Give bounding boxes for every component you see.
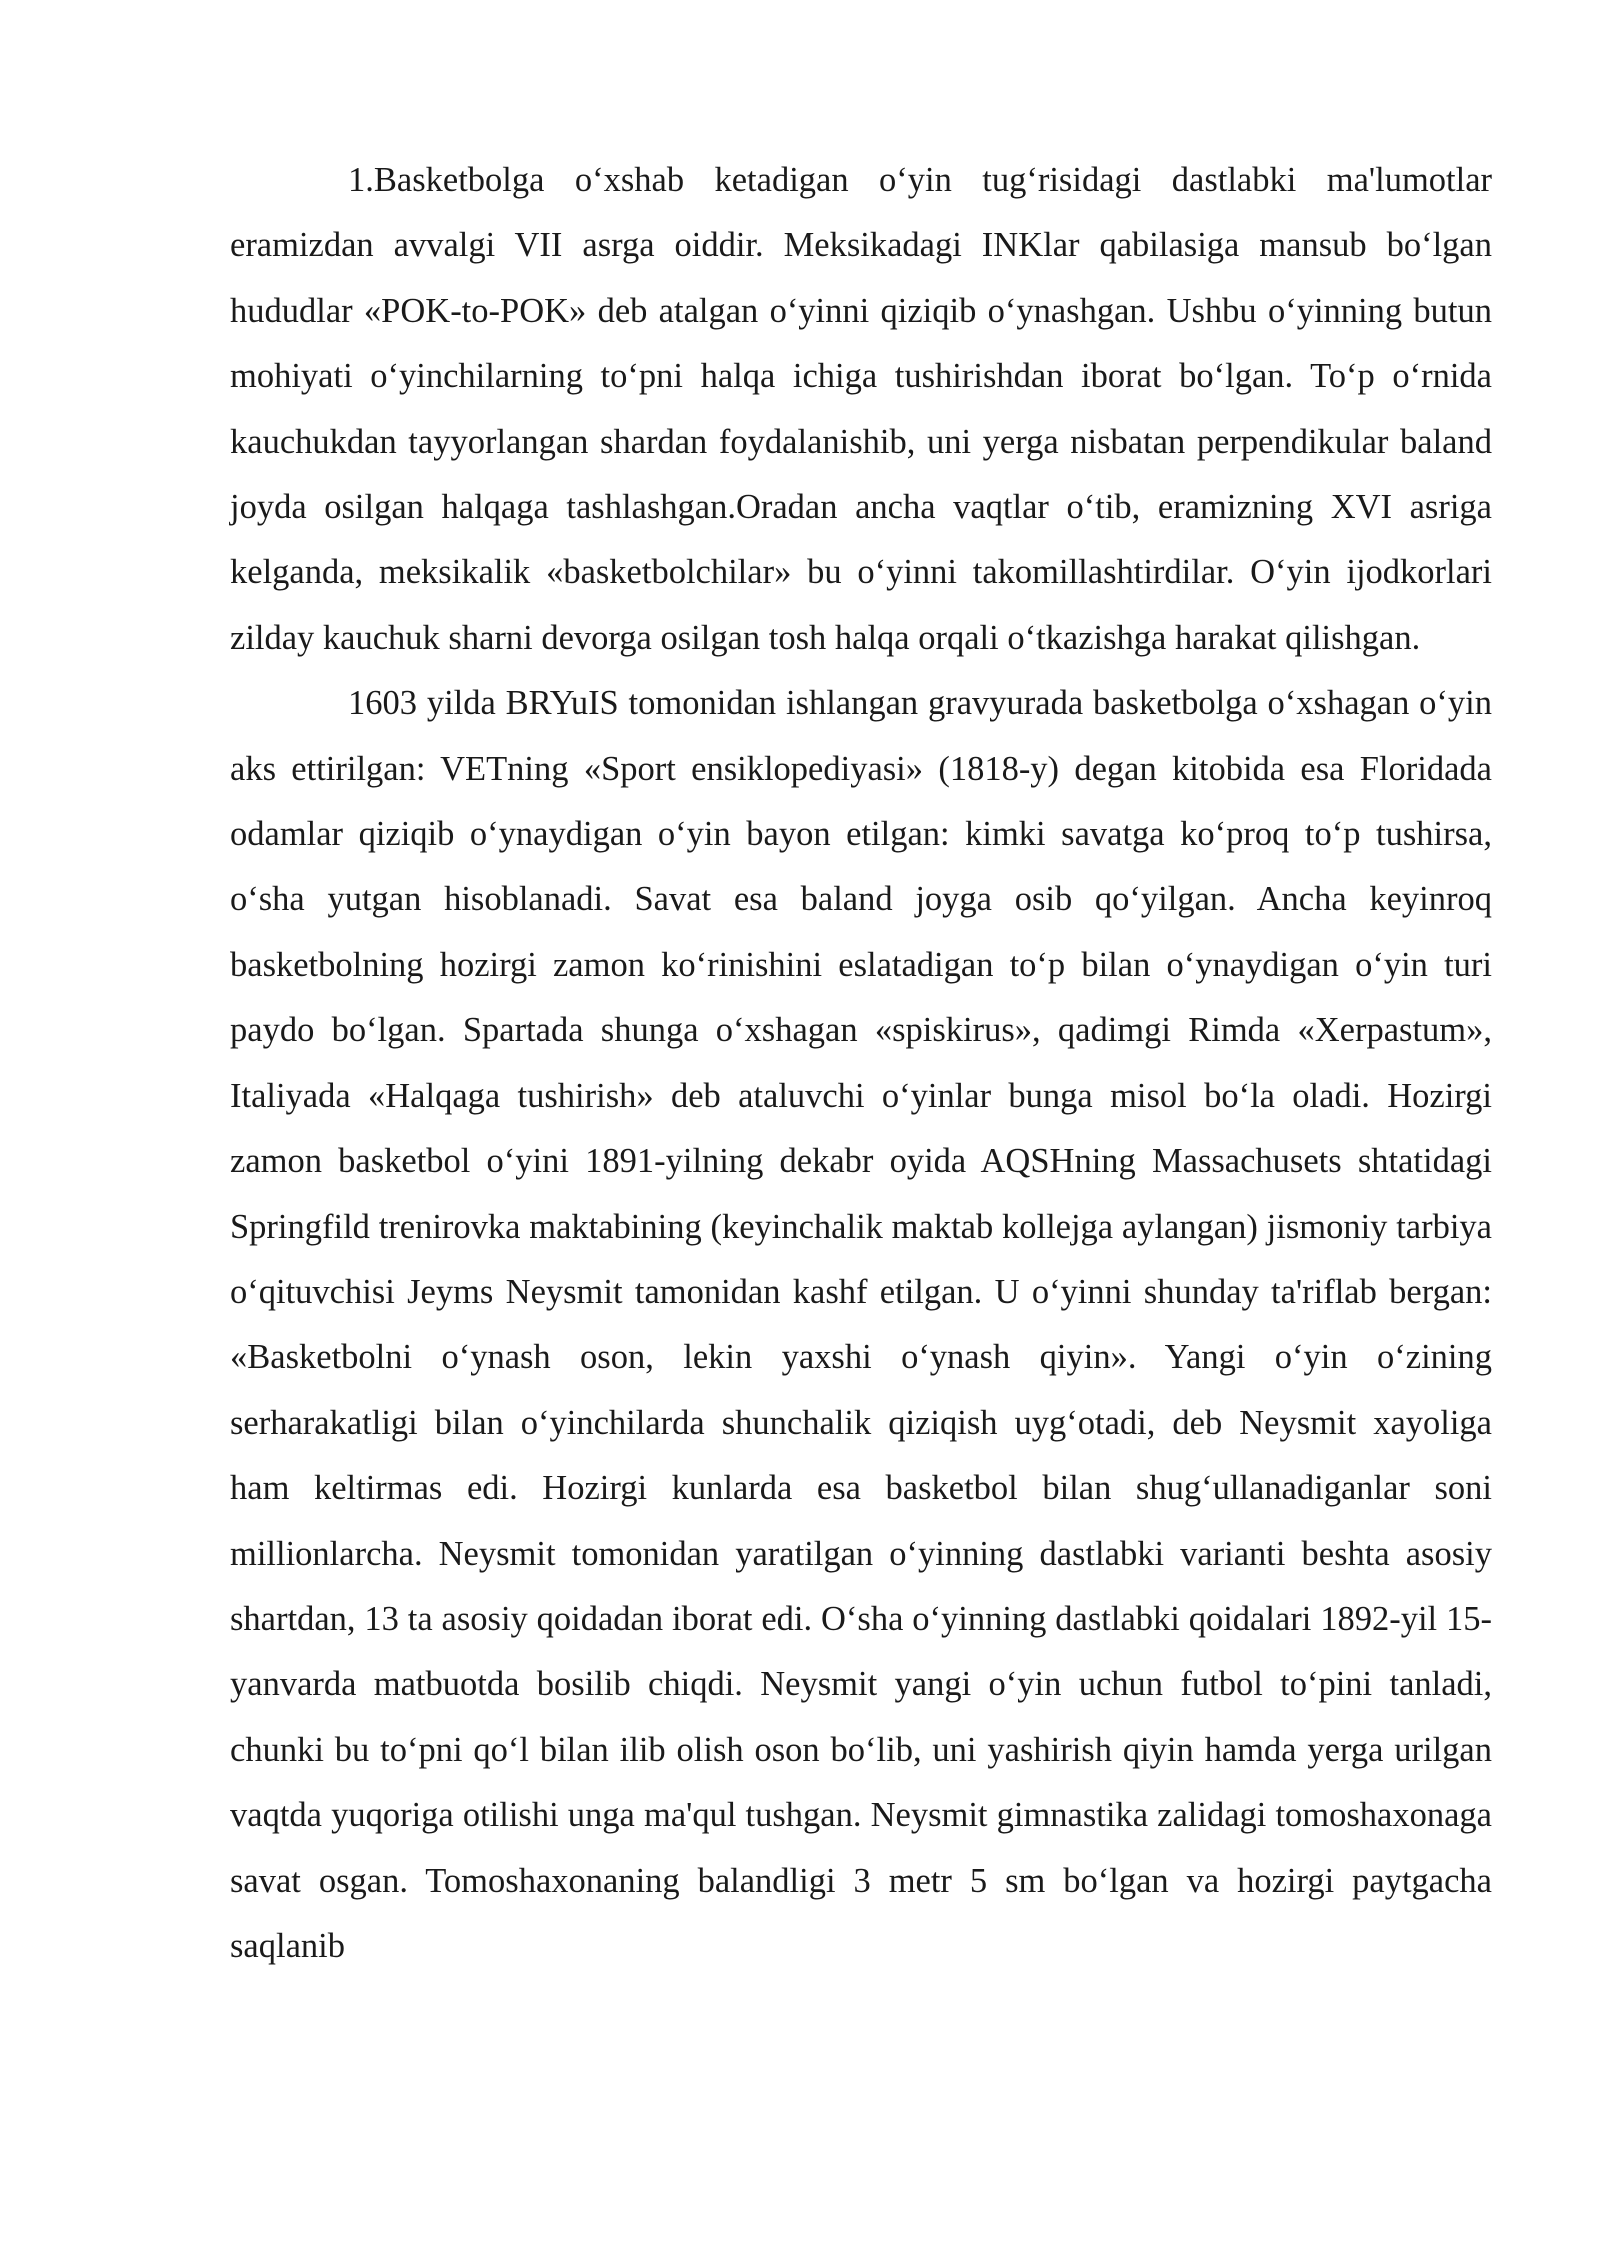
document-body bbox=[230, 148, 1492, 1979]
paragraph-early-history: 1.Basketbolga o‘xshab ketadigan o‘yin tug‘risidagi dastlabki ma'lumotlar eramizdan avvalgi VII asrga oiddir. Meksikadagi INKlar qabilasiga mansub bo‘lgan hududlar «POK-to-POK» deb atalgan o‘yinni qiziqib o‘ynashgan. Ushbu o‘yinning butun mohiyati o‘yinchilarning to‘pni halqa ichiga tushirishdan iborat bo‘lgan. To‘p o‘rnida kauchukdan tayyorlangan shardan foydalanishib, uni yerga nisbatan perpendikular baland joyda osilgan halqaga tashlashgan.Oradan ancha vaqtlar o‘tib, eramizning XVI asriga kelganda, meksikalik «basketbolchilar» bu o‘yinni takomillashtirdilar. O‘yin ijodkorlari zilday kauchuk sharni devorga osilgan tosh halqa orqali o‘tkazishga harakat qilishgan. bbox=[230, 161, 1492, 657]
paragraph-modern-origins: 1603 yilda BRYuIS tomonidan ishlangan gravyurada basketbolga o‘xshagan o‘yin aks ettirilgan: VETning «Sport ensiklopediyasi» (1818-y) degan kitobida esa Floridada odamlar qiziqib o‘ynaydigan o‘yin bayon etilgan: kimki savatga ko‘proq to‘p tushirsa, o‘sha yutgan hisoblanadi. Savat esa baland joyga osib qo‘yilgan. Ancha keyinroq basketbolning hozirgi zamon ko‘rinishini eslatadigan to‘p bilan o‘ynaydigan o‘yin turi paydo bo‘lgan. Spartada shunga o‘xshagan «spiskirus», qadimgi Rimda «Xerpastum», Italiyada «Halqaga tushirish» deb ataluvchi o‘yinlar bunga misol bo‘la oladi. Hozirgi zamon basketbol o‘yini 1891-yilning dekabr oyida AQSHning Massachusets shtatidagi Springfild trenirovka maktabining (keyinchalik maktab kollejga aylangan) jismoniy tarbiya o‘qituvchisi Jeyms Neysmit tamonidan kashf etilgan. U o‘yinni shunday ta'riflab bergan: «Basketbolni o‘ynash oson, lekin yaxshi o‘ynash qiyin». Yangi o‘yin o‘zining serharakatligi bilan o‘yinchilarda shunchalik qiziqish uyg‘otadi, deb Neysmit xayoliga ham keltirmas edi. Hozirgi kunlarda esa basketbol bilan shug‘ullanadiganlar soni millionlarcha. Neysmit tomonidan yaratilgan o‘yinning dastlabki varianti beshta asosiy shartdan, 13 ta asosiy qoidadan iborat edi. O‘sha o‘yinning dastlabki qoidalari 1892-yil 15-yanvarda matbuotda bosilib chiqdi. Neysmit yangi o‘yin uchun futbol to‘pini tanladi, chunki bu to‘pni qo‘l bilan ilib olish oson bo‘lib, uni yashirish qiyin hamda yerga urilgan vaqtda yuqoriga otilishi unga ma'qul tushgan. Neysmit gimnastika zalidagi tomoshaxonaga savat osgan. Tomoshaxonaning balandligi 3 metr 5 sm bo‘lgan va hozirgi paytgacha saqlanib bbox=[230, 684, 1492, 1965]
